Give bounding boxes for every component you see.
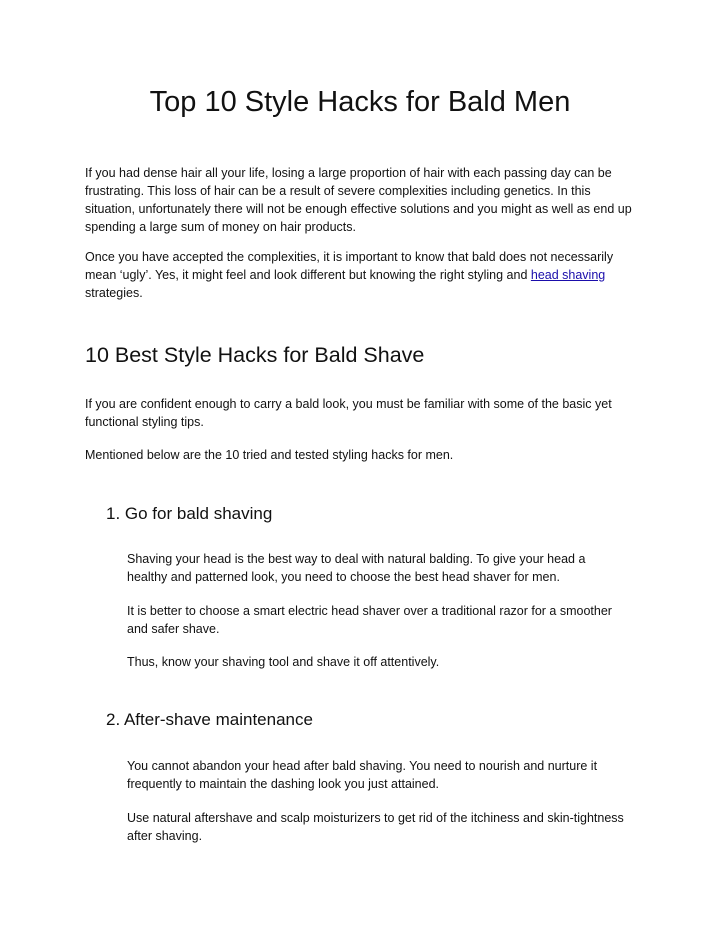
section-heading: 10 Best Style Hacks for Bald Shave bbox=[85, 343, 425, 367]
hack-2-heading: 2. After-shave maintenance bbox=[106, 710, 313, 729]
intro-paragraph-2-text: Once you have accepted the complexities, it is important to know that bald does not necessarily mean ‘ugly’. Yes, it might feel and look different but knowing the right styling and bbox=[85, 250, 614, 282]
hack-1-paragraph-3: Thus, know your shaving tool and shave it off attentively. bbox=[127, 655, 440, 669]
head-shaving-link[interactable]: head shaving bbox=[530, 268, 606, 282]
hack-1-paragraph-1: Shaving your head is the best way to deal with natural balding. To give your head a healthy and patterned look, you need to choose the best head shaver for men. bbox=[127, 552, 586, 584]
section-paragraph-1: If you are confident enough to carry a bald look, you must be familiar with some of the basic yet functional styling tips. bbox=[85, 397, 612, 429]
hack-2-paragraph-1: You cannot abandon your head after bald shaving. You need to nourish and nurture it frequently to maintain the dashing look you just attained. bbox=[127, 759, 598, 791]
hack-2-paragraph-2: Use natural aftershave and scalp moisturizers to get rid of the itchiness and skin-tightness after shaving. bbox=[127, 811, 624, 843]
page-title: Top 10 Style Hacks for Bald Men bbox=[149, 86, 571, 118]
section-paragraph-2: Mentioned below are the 10 tried and tested styling hacks for men. bbox=[85, 448, 454, 462]
intro-paragraph-1: If you had dense hair all your life, losing a large proportion of hair with each passing day can be frustrating. This loss of hair can be a result of severe complexities including genetics. In this situation, unfortunately there will not be enough effective solutions and you might as well as end up spending a large sum of money on hair products. bbox=[85, 166, 632, 234]
hack-1-heading: 1. Go for bald shaving bbox=[106, 504, 273, 523]
hack-1-paragraph-2: It is better to choose a smart electric head shaver over a traditional razor for a smoother and safer shave. bbox=[127, 604, 612, 636]
intro-paragraph-2-tail: strategies. bbox=[85, 286, 143, 300]
intro-paragraph-2 bbox=[85, 248, 640, 302]
